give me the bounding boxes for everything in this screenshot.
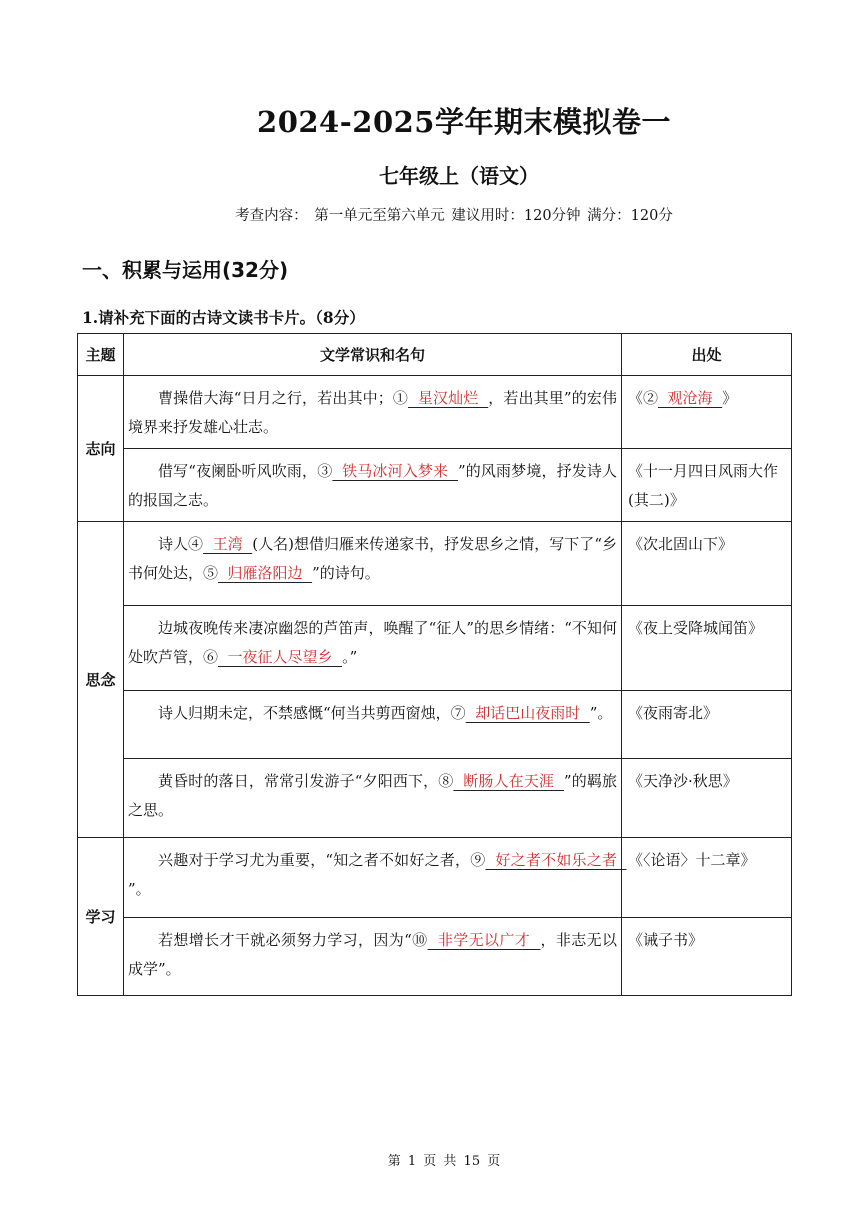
- content-text: 兴趣对于学习尤为重要，“知之者不如好之者，⑨: [158, 851, 486, 869]
- content-text: 若想增长才干就必须努力学习，因为“⑩: [158, 931, 428, 949]
- content-cell: [124, 606, 622, 691]
- source-cell: [622, 522, 792, 606]
- header-source: 出处: [622, 334, 792, 376]
- source-text: 《诫子书》: [628, 931, 704, 949]
- answer-text: 一夜征人尽望乡: [218, 648, 343, 666]
- source-cell: [622, 691, 792, 759]
- exam-info: 考查内容： 第一单元至第六单元 建议用时：120分钟 满分：120分: [235, 208, 673, 224]
- content-text: 诗人归期未定，不禁感慨“何当共剪西窗烛，⑦: [158, 704, 466, 722]
- table-row: [78, 376, 792, 449]
- table-row: [78, 449, 792, 522]
- content-cell: [124, 449, 622, 522]
- header-theme: 主题: [78, 334, 124, 376]
- source-text: 《〈论语〉十二章》: [628, 851, 756, 869]
- content-text: ，若出其里”的宏伟境界来抒发雄心壮志。: [128, 389, 617, 436]
- answer-text: 却话巴山夜雨时: [465, 704, 590, 722]
- section-heading: 一、积累与运用(32分): [82, 258, 289, 282]
- header-content: 文学常识和名句: [124, 334, 622, 376]
- theme-cell: 思念: [78, 522, 124, 838]
- source-text: 《夜雨寄北》: [628, 704, 719, 722]
- content-text: ”。: [128, 880, 151, 898]
- answer-text: 星汉灿烂: [408, 389, 489, 407]
- answer-text: 铁马冰河入梦来: [332, 462, 458, 480]
- answer-text: 非学无以广才: [427, 931, 541, 949]
- table-row: [78, 522, 792, 606]
- source-text: 》: [722, 389, 738, 407]
- content-text: 借写“夜阑卧听风吹雨，③: [158, 462, 333, 480]
- content-text: 。”: [342, 648, 358, 666]
- content-cell: [124, 759, 622, 838]
- answer-text: 归雁洛阳边: [218, 564, 313, 582]
- source-cell: [622, 838, 792, 918]
- content-cell: [124, 522, 622, 606]
- source-cell: [622, 918, 792, 996]
- content-cell: [124, 691, 622, 759]
- source-text: 《②: [628, 389, 659, 407]
- source-cell: [622, 449, 792, 522]
- content-cell: [124, 376, 622, 449]
- content-text: ”的羁旅之思。: [128, 772, 618, 819]
- reading-card-table: [77, 333, 792, 996]
- page-title: 2024-2025学年期末模拟卷一: [257, 105, 671, 139]
- source-text: 《次北固山下》: [628, 535, 734, 553]
- content-text: ”的风雨梦境，抒发诗人的报国之志。: [128, 462, 618, 509]
- table-row: [78, 918, 792, 996]
- table-header-row: [78, 334, 792, 376]
- content-text: 诗人④: [158, 535, 204, 553]
- content-text: 曹操借大海“日月之行，若出其中；①: [158, 389, 409, 407]
- source-cell: [622, 376, 792, 449]
- page-footer: 第 1 页 共 15 页: [387, 1154, 501, 1169]
- source-text: 《天净沙·秋思》: [628, 772, 738, 790]
- table-row: [78, 759, 792, 838]
- content-text: 边城夜晚传来凄凉幽怨的芦笛声，唤醒了“征人”的思乡情绪：“不知何处吹芦管，⑥: [128, 619, 617, 666]
- content-text: ，非志无以成学”。: [128, 931, 617, 978]
- content-text: ”。: [589, 704, 613, 722]
- theme-cell: 志向: [78, 376, 124, 522]
- content-cell: [124, 838, 627, 918]
- table-row: [78, 606, 792, 691]
- theme-cell: 学习: [78, 838, 124, 996]
- content-text: 黄昏时的落日，常常引发游子“夕阳西下，⑧: [158, 772, 454, 790]
- page-subtitle: 七年级上（语文）: [379, 164, 539, 188]
- content-cell: [124, 918, 622, 996]
- source-text: 《夜上受降城闻笛》: [628, 619, 764, 637]
- content-text: ”的诗句。: [312, 564, 380, 582]
- answer-text: 好之者不如乐之者: [485, 851, 627, 869]
- answer-text: 王湾: [203, 535, 253, 553]
- answer-text: 观沧海: [658, 389, 723, 407]
- content-text: (人名)想借归雁来传递家书，抒发思乡之情，写下了“乡书何处达，⑤: [128, 535, 617, 582]
- table-row: [78, 691, 792, 759]
- source-text: 《十一月四日风雨大作(其二)》: [628, 462, 779, 509]
- source-cell: [622, 606, 792, 691]
- answer-text: 断肠人在天涯: [453, 772, 564, 790]
- table-row: [78, 838, 792, 918]
- question-prompt: 1.请补充下面的古诗文读书卡片。（8分）: [82, 308, 365, 327]
- source-cell: [622, 759, 792, 838]
